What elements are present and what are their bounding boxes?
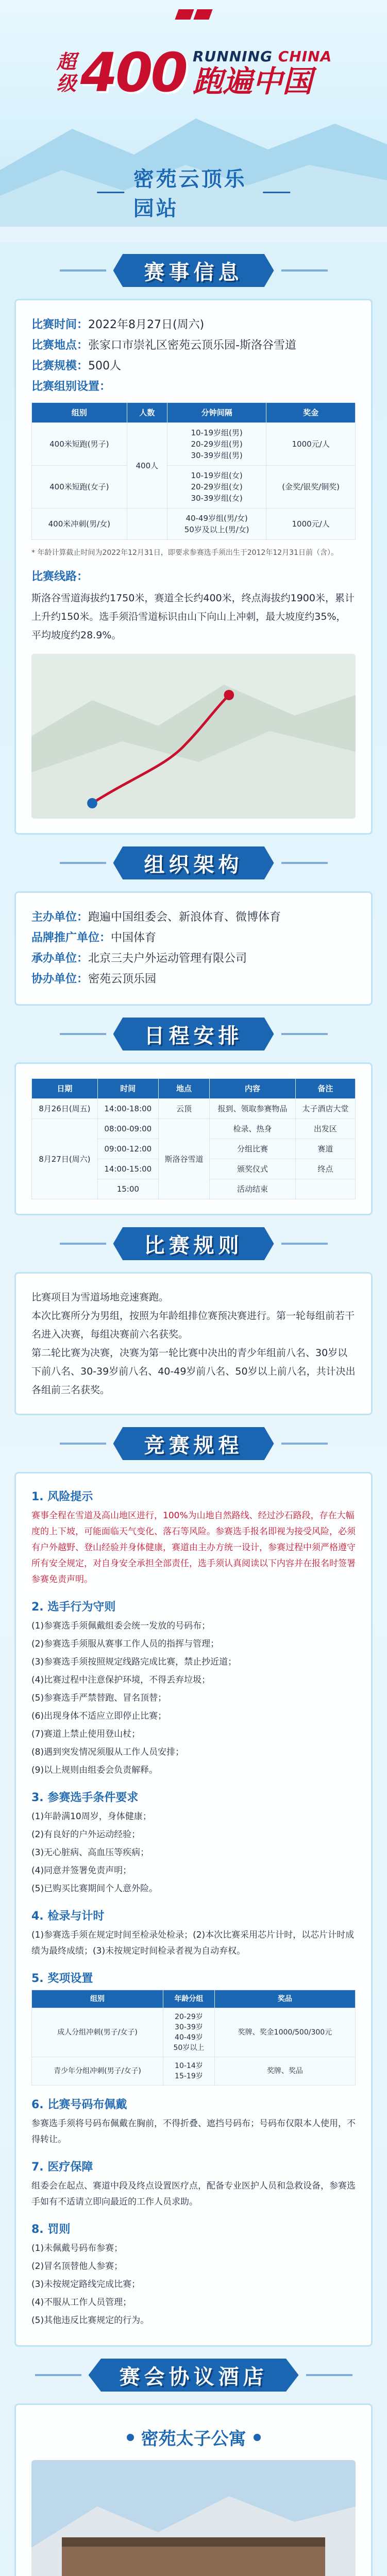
list-item: (4)同意并签署免责声明； — [31, 1866, 132, 1876]
title-english: RUNNING CHINA — [193, 47, 332, 65]
list-item: (6)出现身体不适应立即停止比赛； — [31, 1711, 167, 1721]
list-item: (3)参赛选手须按照规定线路完成比赛，禁止抄近道； — [31, 1657, 237, 1667]
route-text: 斯洛谷雪道海拔约1750米，赛道全长约400米，终点海拔约1900米，累计上升约150米。选手须沿雪道标识由山下向山上冲刺，最大坡度约35%，平均坡度约28.9%。 — [31, 592, 355, 641]
list-item: (1)未佩戴号码布参赛； — [31, 2243, 123, 2253]
age-note: * 年龄计算截止时间为2022年12月31日，即要求参赛选手须出生于2012年12月31日前（含）。 — [31, 549, 338, 557]
rules-card — [14, 1272, 373, 1415]
group-table: 组别 人数 分钟间隔 奖金 400米短跑(男子) 400人 10-19岁组(男) 20-29岁组(男) 30-39岁组(男) 1000元/人 400米短跑(女子) 10-19岁组(女) 20-29岁组(女) 30-39岁组(女) (金奖/银奖/铜奖) 400米冲刺(男/女) 40-49岁组(男/女) 50岁及以上(男/女) 1000元/人 — [31, 402, 356, 540]
bib-title: 6. 比赛号码布佩戴 — [31, 2098, 127, 2111]
list-item: (4)比赛过程中注意保护环境，不得丢弃垃圾； — [31, 1675, 211, 1685]
org-row: 品牌推广单位：中国体育 — [31, 931, 157, 944]
list-item: (7)赛道上禁止使用登山杖； — [31, 1729, 141, 1739]
rule-paragraph: 第二轮比赛为决赛，决赛为第一轮比赛中决出的青少年组前八名、30岁以下前八名、30-39岁前八名、40-49岁前八名、50岁以上前八名，共计决出各组前三名获奖。 — [31, 1347, 356, 1396]
org-row: 承办单位：北京三夫户外运动管理有限公司 — [31, 952, 247, 965]
info-row: 比赛地点：张家口市崇礼区密苑云顶乐园-斯洛谷雪道 — [31, 339, 296, 352]
list-item: (2)参赛选手须服从赛事工作人员的指挥与管理； — [31, 1639, 220, 1649]
hero-banner — [0, 0, 387, 242]
route-title: 比赛线路： — [31, 570, 89, 583]
info-row: 比赛组别设置： — [31, 380, 111, 393]
timing-title: 4. 检录与计时 — [31, 1910, 105, 1923]
list-item: (3)未按规定路线完成比赛； — [31, 2279, 141, 2290]
section-header-procedures: 竞赛规程 — [0, 1415, 387, 1472]
list-item: (4)不服从工作人员管理； — [31, 2297, 132, 2308]
title-char-2: 级 — [56, 72, 76, 95]
info-row: 比赛时间：2022年8月27日(周六) — [31, 318, 205, 331]
anta-logo-icon — [175, 9, 212, 23]
medical-title: 7. 医疗保障 — [31, 2161, 93, 2174]
table-row: 8月26日(周五) 14:00-18:00 云顶 报到、领取参赛物品 太子酒店大堂 — [32, 1099, 356, 1119]
schedule-card — [14, 1062, 373, 1215]
info-card — [14, 299, 373, 835]
penalty-title: 8. 罚则 — [31, 2223, 71, 2236]
list-item: (1)参赛选手须佩戴组委会统一发放的号码布； — [31, 1621, 211, 1631]
table-row: 15:00 活动结束 — [32, 1179, 356, 1199]
hotel-card — [14, 2403, 373, 2576]
list-item: (5)其他违反比赛规定的行为。 — [31, 2315, 149, 2326]
table-row: 400米短跑(男子) 400人 10-19岁组(男) 20-29岁组(男) 30-39岁组(男) 1000元/人 — [32, 423, 356, 466]
title-chinese: 跑遍中国 — [193, 63, 313, 99]
org-card — [14, 891, 373, 1006]
org-row: 主办单位：跑遍中国组委会、新浪体育、微博体育 — [31, 911, 281, 924]
brand-logo — [0, 9, 387, 23]
rule-paragraph: 本次比赛所分为男组，按照为年龄组排位赛预决赛进行。第一轮每组前若干名进入决赛，每组决赛前六名获奖。 — [31, 1310, 355, 1340]
bib-text: 参赛选手须将号码布佩戴在胸前，不得折叠、遮挡号码布；号码布仅限本人使用，不得转让。 — [31, 2119, 356, 2145]
rule-paragraph: 比赛项目为雪道场地竞速赛跑。 — [31, 1292, 169, 1303]
list-item: (5)已购买比赛期间个人意外险。 — [31, 1884, 158, 1894]
list-item: (2)冒名顶替他人参赛； — [31, 2261, 123, 2272]
table-row: 青少年分组冲刺(男子/女子) 10-14岁 15-19岁 奖牌、奖品 — [32, 2057, 356, 2086]
procedures-card — [14, 1472, 373, 2347]
hotel-photo — [31, 2460, 356, 2576]
list-item: (8)遇到突发情况须服从工作人员安排； — [31, 1747, 184, 1757]
event-subtitle: 密苑云顶乐园站 — [97, 163, 291, 222]
list-item: (5)参赛选手严禁替跑、冒名顶替； — [31, 1693, 167, 1703]
table-row: 09:00-12:00 分组比赛 赛道 — [32, 1139, 356, 1159]
medical-text: 组委会在起点、赛道中段及终点设置医疗点，配备专业医护人员和急救设备，参赛选手如有不适请立即向最近的工作人员求助。 — [31, 2181, 356, 2207]
table-row: 400米冲刺(男/女) 40-49岁组(男/女) 50岁及以上(男/女) 1000元/人 — [32, 509, 356, 540]
section-header-schedule: 日程安排 — [0, 1006, 387, 1062]
event-title — [0, 41, 387, 104]
table-row: 成人分组冲刺(男子/女子) 20-29岁 30-39岁 40-49岁 50岁以上 奖牌、奖金1000/500/300元 — [32, 2008, 356, 2057]
awards-title: 5. 奖项设置 — [31, 1972, 93, 1985]
hotel-name: 密苑太子公寓 — [31, 2425, 356, 2450]
risk-title: 1. 风险提示 — [31, 1490, 93, 1503]
section-header-rules: 比赛规则 — [0, 1215, 387, 1272]
table-row: 8月27日(周六) 08:00-09:00 斯洛谷雪道 检录、热身 出发区 — [32, 1119, 356, 1139]
requirements-title: 3. 参赛选手条件要求 — [31, 1791, 139, 1804]
table-row: 400米短跑(女子) 10-19岁组(女) 20-29岁组(女) 30-39岁组(女) (金奖/银奖/铜奖) — [32, 466, 356, 509]
list-item: (1)年龄满10周岁，身体健康； — [31, 1811, 152, 1822]
conduct-title: 2. 选手行为守则 — [31, 1601, 116, 1614]
list-item: (2)有良好的户外运动经验； — [31, 1829, 141, 1840]
org-row: 协办单位：密苑云顶乐园 — [31, 973, 157, 986]
risk-text: 赛事全程在雪道及高山地区进行，100%为山地自然路线、经过沙石路段，存在大幅度的上下坡，可能面临天气变化、落石等风险。参赛选手报名即视为接受风险，必须有户外越野、登山经验并身体健康，赛道由主办方统一设计，参赛过程中须严格遵守所有安全规定，对自身安全承担全部责任，选手须认真阅读以下内容并在报名时签署参赛免责声明。 — [31, 1511, 356, 1585]
awards-table: 组别 年龄分组 奖品 成人分组冲刺(男子/女子) 20-29岁 30-39岁 40-49岁 50岁以上 奖牌、奖金1000/500/300元 青少年分组冲刺(男子/女子) 10-14岁 15-19岁 奖牌、奖品 — [31, 1990, 356, 2086]
title-char-1: 超 — [56, 50, 76, 73]
timing-text: (1)参赛选手须在规定时间至检录处检录；(2)本次比赛采用芯片计时，以芯片计时成绩为最终成绩；(3)未按规定时间检录者视为自动弃权。 — [31, 1930, 355, 1956]
table-row: 14:00-15:00 颁奖仪式 终点 — [32, 1159, 356, 1179]
section-header-info: 赛事信息 — [0, 242, 387, 299]
section-header-org: 组织架构 — [0, 835, 387, 891]
section-header-hotel: 赛会协议酒店 — [0, 2347, 387, 2403]
title-number: 400 — [80, 41, 186, 104]
list-item: (9)以上规则由组委会负责解释。 — [31, 1765, 158, 1775]
schedule-table: 日期 时间 地点 内容 备注 8月26日(周五) 14:00-18:00 云顶 报到、领取参赛物品 太子酒店大堂 8月27日(周六) 08:00-09:00 斯洛谷雪道 检录、热身 出发区 09:00-12:00 分组比赛 赛道 14:00-15:00 颁奖仪式 终点 15:00 活动结束 — [31, 1078, 356, 1199]
list-item: (3)无心脏病、高血压等疾病； — [31, 1848, 149, 1858]
route-map — [31, 654, 356, 819]
info-row: 比赛规模：500人 — [31, 360, 122, 372]
